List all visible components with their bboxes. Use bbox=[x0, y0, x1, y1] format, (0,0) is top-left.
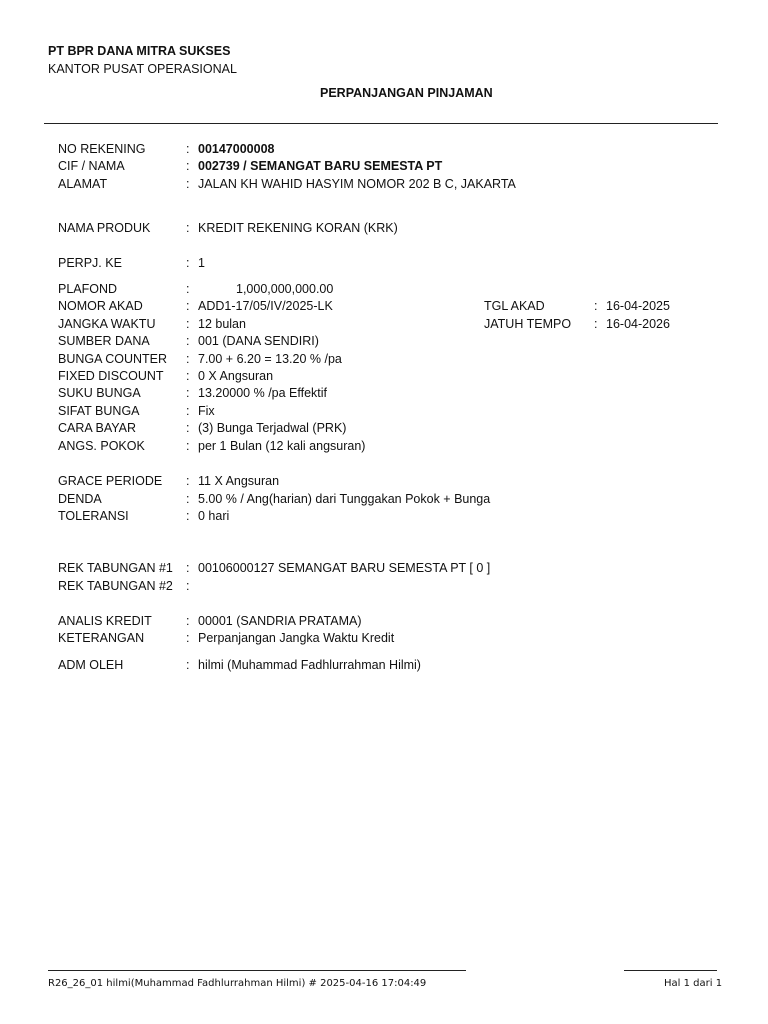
alamat-label: ALAMAT bbox=[58, 177, 108, 191]
jangka-waktu-separator: : bbox=[186, 317, 190, 331]
toleransi-separator: : bbox=[186, 509, 190, 523]
cara-bayar-value: (3) Bunga Terjadwal (PRK) bbox=[198, 421, 347, 435]
rek-tabungan-1-separator: : bbox=[186, 561, 190, 575]
sumber-dana-separator: : bbox=[186, 334, 190, 348]
grace-periode-label: GRACE PERIODE bbox=[58, 474, 163, 488]
footer-print-info: R26_26_01 hilmi(Muhammad Fadhlurrahman Hilmi) # 2025-04-16 17:04:49 bbox=[48, 978, 427, 989]
angs-pokok-value: per 1 Bulan (12 kali angsuran) bbox=[198, 439, 366, 453]
toleransi-label: TOLERANSI bbox=[58, 509, 129, 523]
tgl-akad-separator: : bbox=[594, 299, 598, 313]
bunga-counter-value: 7.00 + 6.20 = 13.20 % /pa bbox=[198, 352, 342, 366]
rek-tabungan-2-label: REK TABUNGAN #2 bbox=[58, 579, 173, 593]
grace-periode-separator: : bbox=[186, 474, 190, 488]
jangka-waktu-value: 12 bulan bbox=[198, 317, 246, 331]
keterangan-label: KETERANGAN bbox=[58, 631, 145, 645]
no-rekening-value: 00147000008 bbox=[198, 142, 275, 156]
tgl-akad-label: TGL AKAD bbox=[484, 299, 545, 313]
plafond-separator: : bbox=[186, 282, 190, 296]
angs-pokok-separator: : bbox=[186, 439, 190, 453]
company-name: PT BPR DANA MITRA SUKSES bbox=[48, 44, 231, 58]
tgl-akad-value: 16-04-2025 bbox=[606, 299, 670, 313]
alamat-value: JALAN KH WAHID HASYIM NOMOR 202 B C, JAKARTA bbox=[198, 177, 516, 191]
fixed-discount-separator: : bbox=[186, 369, 190, 383]
rek-tabungan-1-label: REK TABUNGAN #1 bbox=[58, 561, 173, 575]
fixed-discount-value: 0 X Angsuran bbox=[198, 369, 274, 383]
toleransi-value: 0 hari bbox=[198, 509, 230, 523]
no-rekening-separator: : bbox=[186, 142, 190, 156]
alamat-separator: : bbox=[186, 177, 190, 191]
sifat-bunga-label: SIFAT BUNGA bbox=[58, 404, 140, 418]
nama-produk-separator: : bbox=[186, 221, 190, 235]
grace-periode-value: 11 X Angsuran bbox=[198, 474, 280, 488]
jatuh-tempo-label: JATUH TEMPO bbox=[484, 317, 572, 331]
adm-oleh-separator: : bbox=[186, 658, 190, 672]
bunga-counter-label: BUNGA COUNTER bbox=[58, 352, 168, 366]
perpj-ke-label: PERPJ. KE bbox=[58, 256, 122, 270]
office-name: KANTOR PUSAT OPERASIONAL bbox=[48, 62, 237, 76]
nomor-akad-separator: : bbox=[186, 299, 190, 313]
rek-tabungan-2-separator: : bbox=[186, 579, 190, 593]
sumber-dana-label: SUMBER DANA bbox=[58, 334, 150, 348]
adm-oleh-label: ADM OLEH bbox=[58, 658, 124, 672]
denda-value: 5.00 % / Ang(harian) dari Tunggakan Pokok + Bunga bbox=[198, 492, 491, 506]
sifat-bunga-value: Fix bbox=[198, 404, 215, 418]
nama-produk-value: KREDIT REKENING KORAN (KRK) bbox=[198, 221, 398, 235]
nama-produk-label: NAMA PRODUK bbox=[58, 221, 151, 235]
nomor-akad-label: NOMOR AKAD bbox=[58, 299, 143, 313]
sifat-bunga-separator: : bbox=[186, 404, 190, 418]
no-rekening-label: NO REKENING bbox=[58, 142, 146, 156]
analis-kredit-label: ANALIS KREDIT bbox=[58, 614, 152, 628]
bunga-counter-separator: : bbox=[186, 352, 190, 366]
footer-divider-right bbox=[624, 970, 717, 971]
denda-label: DENDA bbox=[58, 492, 102, 506]
analis-kredit-value: 00001 (SANDRIA PRATAMA) bbox=[198, 614, 362, 628]
header-divider bbox=[44, 123, 718, 124]
angs-pokok-label: ANGS. POKOK bbox=[58, 439, 145, 453]
perpj-ke-value: 1 bbox=[198, 256, 205, 270]
jangka-waktu-label: JANGKA WAKTU bbox=[58, 317, 156, 331]
perpj-ke-separator: : bbox=[186, 256, 190, 270]
fixed-discount-label: FIXED DISCOUNT bbox=[58, 369, 164, 383]
rek-tabungan-1-value: 00106000127 SEMANGAT BARU SEMESTA PT [ 0 ] bbox=[198, 561, 491, 575]
document-title: PERPANJANGAN PINJAMAN bbox=[320, 86, 493, 100]
keterangan-separator: : bbox=[186, 631, 190, 645]
cif-nama-value: 002739 / SEMANGAT BARU SEMESTA PT bbox=[198, 159, 443, 173]
jatuh-tempo-value: 16-04-2026 bbox=[606, 317, 670, 331]
denda-separator: : bbox=[186, 492, 190, 506]
keterangan-value: Perpanjangan Jangka Waktu Kredit bbox=[198, 631, 395, 645]
cif-nama-label: CIF / NAMA bbox=[58, 159, 125, 173]
suku-bunga-separator: : bbox=[186, 386, 190, 400]
analis-kredit-separator: : bbox=[186, 614, 190, 628]
cif-nama-separator: : bbox=[186, 159, 190, 173]
suku-bunga-value: 13.20000 % /pa Effektif bbox=[198, 386, 328, 400]
suku-bunga-label: SUKU BUNGA bbox=[58, 386, 141, 400]
adm-oleh-value: hilmi (Muhammad Fadhlurrahman Hilmi) bbox=[198, 658, 421, 672]
plafond-label: PLAFOND bbox=[58, 282, 118, 296]
cara-bayar-label: CARA BAYAR bbox=[58, 421, 137, 435]
footer-divider-left bbox=[48, 970, 466, 971]
nomor-akad-value: ADD1-17/05/IV/2025-LK bbox=[198, 299, 333, 313]
plafond-value: 1,000,000,000.00 bbox=[236, 282, 334, 296]
footer-page-number: Hal 1 dari 1 bbox=[664, 978, 723, 989]
sumber-dana-value: 001 (DANA SENDIRI) bbox=[198, 334, 319, 348]
cara-bayar-separator: : bbox=[186, 421, 190, 435]
jatuh-tempo-separator: : bbox=[594, 317, 598, 331]
